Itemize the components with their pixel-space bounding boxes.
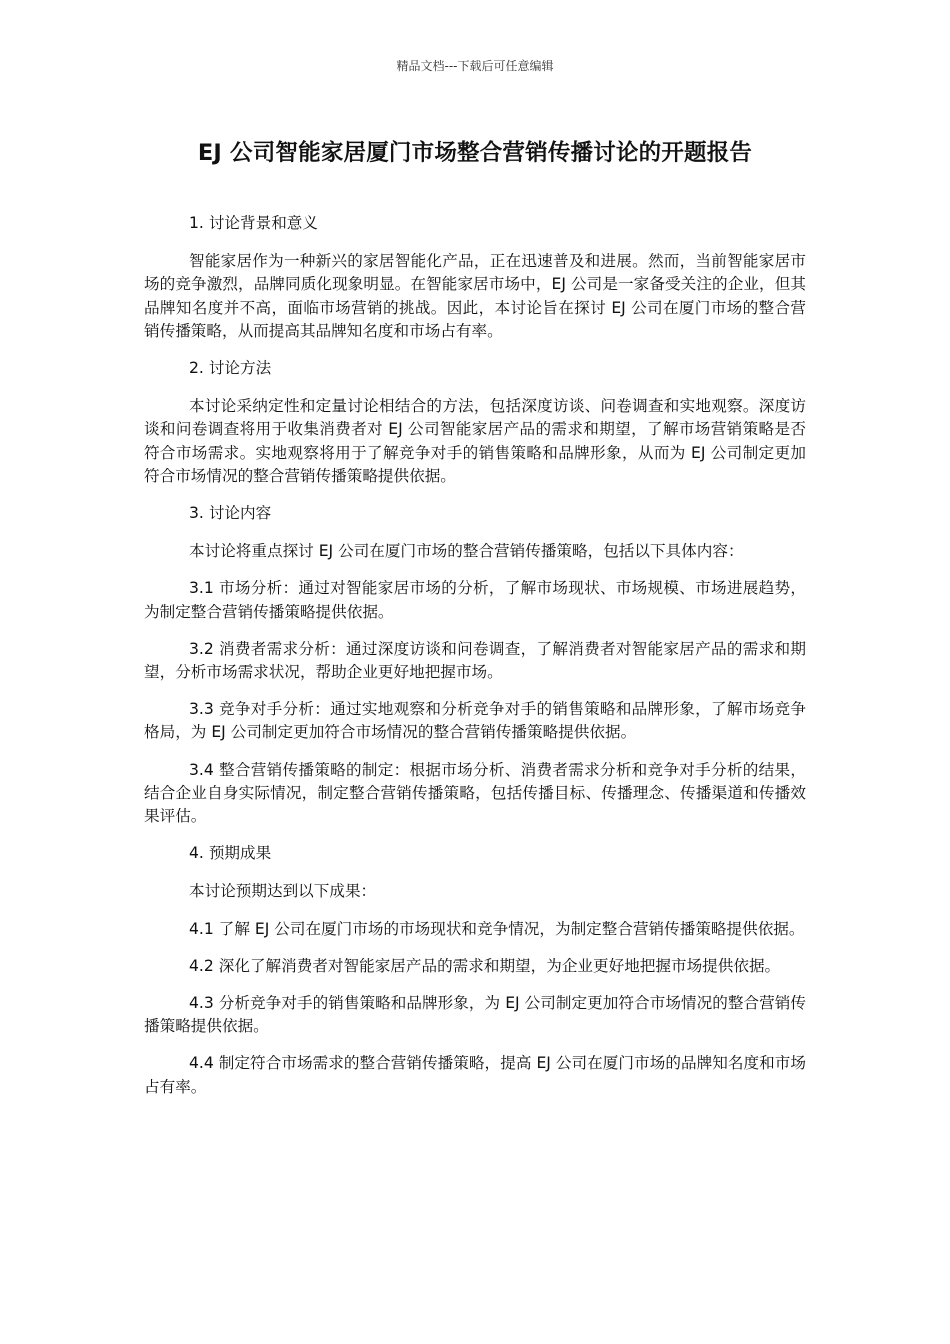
document-title: EJ 公司智能家居厦门市场整合营销传播讨论的开题报告 (197, 140, 753, 166)
paragraph-content-intro: 本讨论将重点探讨 EJ 公司在厦门市场的整合营销传播策略，包括以下具体内容： (189, 542, 744, 561)
paragraph-results-4-3: 4.3 分析竞争对手的销售策略和品牌形象，为 EJ 公司制定更加符合市场情况的整合营销传播策略提供依据。 (144, 994, 806, 1036)
paragraph-results-4-2: 4.2 深化了解消费者对智能家居产品的需求和期望，为企业更好地把握市场提供依据。 (189, 956, 781, 975)
paragraph-content-3-2: 3.2 消费者需求分析：通过深度访谈和问卷调查，了解消费者对智能家居产品的需求和期望，分析市场需求状况，帮助企业更好地把握市场。 (144, 639, 806, 682)
section-heading-content: 3. 讨论内容 (189, 504, 272, 523)
paragraph-results-4-4: 4.4 制定符合市场需求的整合营销传播策略，提高 EJ 公司在厦门市场的品牌知名度和市场占有率。 (144, 1054, 806, 1096)
section-heading-results: 4. 预期成果 (189, 844, 272, 863)
paragraph-results-4-1: 4.1 了解 EJ 公司在厦门市场的市场现状和竞争情况，为制定整合营销传播策略提供依据。 (189, 919, 805, 938)
paragraph-content-3-1: 3.1 市场分析：通过对智能家居市场的分析，了解市场现状、市场规模、市场进展趋势，为制定整合营销传播策略提供依据。 (144, 579, 806, 621)
paragraph-method: 本讨论采纳定性和定量讨论相结合的方法，包括深度访谈、问卷调查和实地观察。深度访谈和问卷调查将用于收集消费者对 EJ 公司智能家居产品的需求和期望，了解市场营销策略是否符合市场需求。实地观察将用于了解竞争对手的销售策略和品牌形象，从而为 EJ 公司制定更加符合市场情况的整合营销传播策略提供依据。 (144, 397, 806, 485)
section-heading-background: 1. 讨论背景和意义 (189, 214, 318, 232)
document-body (144, 212, 806, 1113)
header-note: 精品文档---下载后可任意编辑 (396, 59, 554, 73)
paragraph-content-3-3: 3.3 竞争对手分析：通过实地观察和分析竞争对手的销售策略和品牌形象，了解市场竞争格局，为 EJ 公司制定更加符合市场情况的整合营销传播策略提供依据。 (144, 700, 806, 742)
paragraph-content-3-4: 3.4 整合营销传播策略的制定：根据市场分析、消费者需求分析和竞争对手分析的结果，结合企业自身实际情况，制定整合营销传播策略，包括传播目标、传播理念、传播渠道和传播效果评估。 (144, 760, 806, 826)
section-heading-method: 2. 讨论方法 (189, 359, 272, 378)
paragraph-background: 智能家居作为一种新兴的家居智能化产品，正在迅速普及和进展。然而，当前智能家居市场的竞争激烈，品牌同质化现象明显。在智能家居市场中，EJ 公司是一家备受关注的企业，但其品牌知名度并不高，面临市场营销的挑战。因此，本讨论旨在探讨 EJ 公司在厦门市场的整合营销传播策略，从而提高其品牌知名度和市场占有率。 (144, 252, 806, 340)
paragraph-results-intro: 本讨论预期达到以下成果： (189, 882, 377, 901)
